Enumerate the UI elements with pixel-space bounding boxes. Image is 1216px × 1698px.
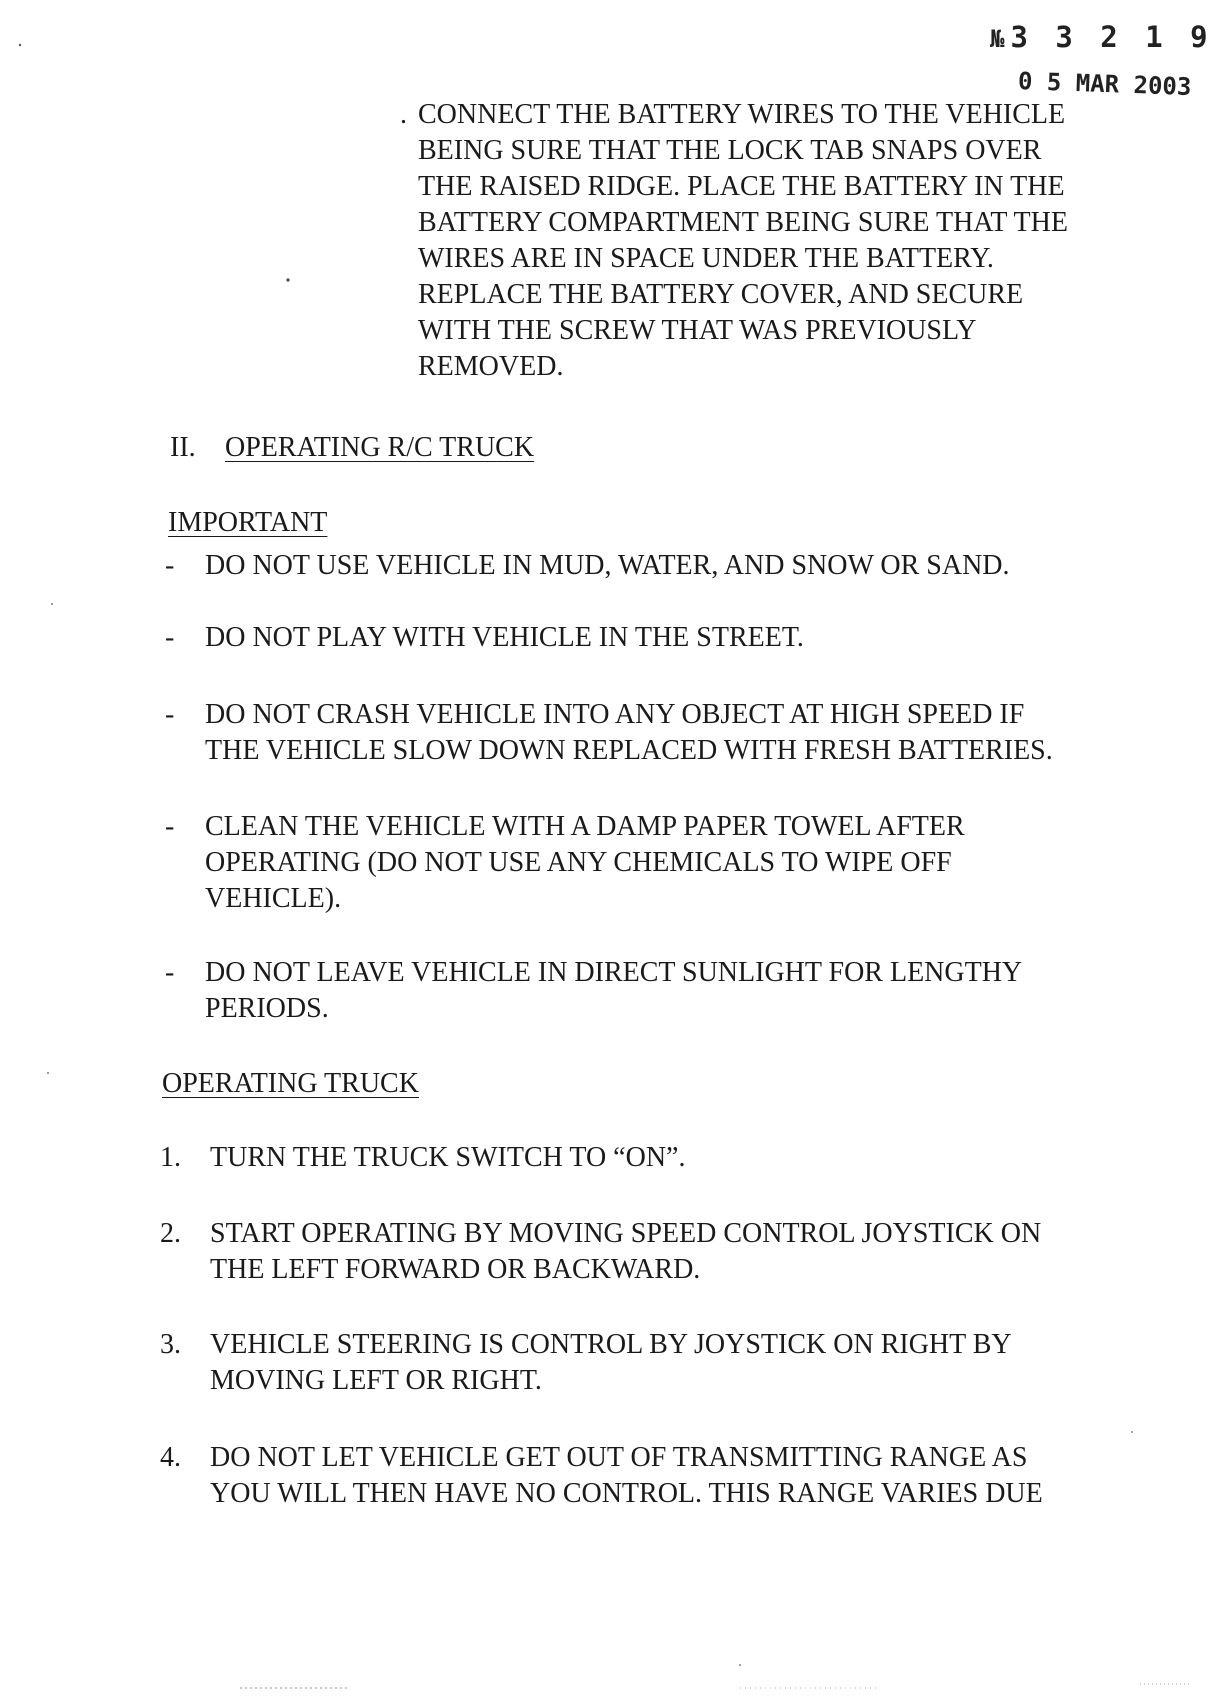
step-number: 2. xyxy=(160,1218,181,1249)
step-line: TURN THE TRUCK SWITCH TO “ON”. xyxy=(210,1142,686,1173)
section-numeral: II. xyxy=(170,432,196,463)
number-sign: № xyxy=(990,25,1005,53)
item-line: DO NOT CRASH VEHICLE INTO ANY OBJECT AT HIGH SPEED IF xyxy=(205,699,1025,730)
date-stamp: 0 5 MAR 2003 xyxy=(1017,66,1192,102)
item-line: VEHICLE). xyxy=(205,883,342,914)
bullet-dash: - xyxy=(165,957,175,988)
number-digits: 3 3 2 1 9 xyxy=(1010,20,1213,54)
document-number-stamp xyxy=(990,20,1213,54)
scan-speck xyxy=(286,278,289,281)
scan-speck xyxy=(47,1072,49,1074)
item-line: DO NOT PLAY WITH VEHICLE IN THE STREET. xyxy=(205,622,804,653)
item-line: DO NOT USE VEHICLE IN MUD, WATER, AND SNOW OR SAND. xyxy=(205,550,1010,581)
step-number: 1. xyxy=(160,1142,181,1173)
intro-line: BATTERY COMPARTMENT BEING SURE THAT THE xyxy=(418,207,1068,238)
step-number: 4. xyxy=(160,1442,181,1473)
step-number: 3. xyxy=(160,1329,181,1360)
step-line: DO NOT LET VEHICLE GET OUT OF TRANSMITTING RANGE AS xyxy=(210,1442,1028,1473)
step-line: START OPERATING BY MOVING SPEED CONTROL JOYSTICK ON xyxy=(210,1218,1042,1249)
section-heading xyxy=(170,430,534,466)
item-line: OPERATING (DO NOT USE ANY CHEMICALS TO WIPE OFF xyxy=(205,847,952,878)
item-line: CLEAN THE VEHICLE WITH A DAMP PAPER TOWEL AFTER xyxy=(205,811,965,842)
intro-line: WITH THE SCREW THAT WAS PREVIOUSLY xyxy=(418,315,977,346)
item-line: PERIODS. xyxy=(205,993,329,1024)
item-line: THE VEHICLE SLOW DOWN REPLACED WITH FRESH BATTERIES. xyxy=(205,735,1053,766)
intro-line: REPLACE THE BATTERY COVER, AND SECURE xyxy=(418,279,1024,310)
section-title: OPERATING R/C TRUCK xyxy=(225,432,535,463)
operating-truck-heading: OPERATING TRUCK xyxy=(162,1068,419,1099)
scan-speck xyxy=(739,1664,741,1666)
step-line: YOU WILL THEN HAVE NO CONTROL. THIS RANGE VARIES DUE xyxy=(210,1478,1043,1509)
important-heading: IMPORTANT xyxy=(168,507,328,538)
step-line: VEHICLE STEERING IS CONTROL BY JOYSTICK ON RIGHT BY xyxy=(210,1329,1012,1360)
intro-line: THE RAISED RIDGE. PLACE THE BATTERY IN THE xyxy=(418,171,1065,202)
scan-speck xyxy=(51,603,53,605)
scan-speck xyxy=(1131,1431,1133,1433)
step-line: THE LEFT FORWARD OR BACKWARD. xyxy=(210,1254,701,1285)
intro-paragraph xyxy=(400,97,1118,385)
bullet-dash: - xyxy=(165,699,175,730)
step-line: MOVING LEFT OR RIGHT. xyxy=(210,1365,542,1396)
scan-speck xyxy=(19,44,21,46)
intro-line: WIRES ARE IN SPACE UNDER THE BATTERY. xyxy=(418,243,994,274)
bullet-dash: - xyxy=(165,622,175,653)
bullet-dash: - xyxy=(165,811,175,842)
intro-line: CONNECT THE BATTERY WIRES TO THE VEHICLE xyxy=(418,99,1066,130)
intro-lead-dot: . xyxy=(400,99,407,130)
item-line: DO NOT LEAVE VEHICLE IN DIRECT SUNLIGHT FOR LENGTHY xyxy=(205,957,1023,988)
bullet-dash: - xyxy=(165,550,175,581)
intro-line: REMOVED. xyxy=(418,351,564,382)
intro-line: BEING SURE THAT THE LOCK TAB SNAPS OVER xyxy=(418,135,1042,166)
